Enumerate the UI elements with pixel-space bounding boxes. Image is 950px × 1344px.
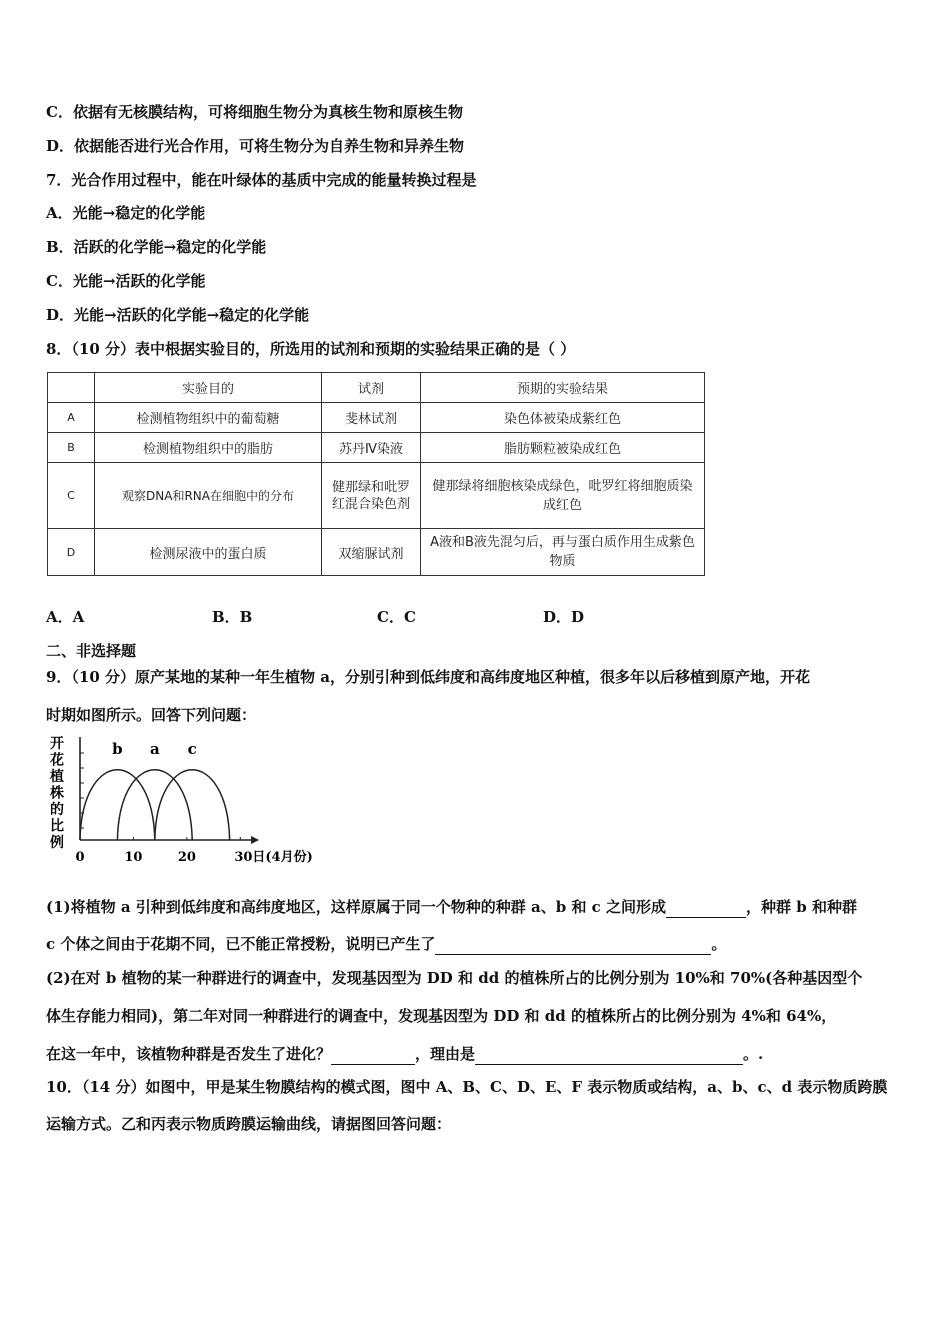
table-cell: 检测尿液中的蛋白质 [95, 529, 322, 576]
q9-p1-text-a: (1)将植物 a 引种到低纬度和高纬度地区，这样原属于同一个物种的种群 a、b 和 c 之间形成 [46, 898, 667, 916]
x-tick-label: 20 [177, 850, 196, 865]
answer-blank-4[interactable] [475, 1042, 743, 1065]
table-cell: 苏丹Ⅳ染液 [322, 433, 421, 463]
q9-part1-line2 [46, 932, 726, 955]
q9-p1-text-c: c 个体之间由于花期不同，已不能正常授粉，说明已产生了 [46, 935, 436, 953]
answer-blank-2[interactable] [435, 932, 711, 955]
table-row [48, 463, 705, 529]
q7-option-d: D．光能→活跃的化学能→稳定的化学能 [46, 306, 310, 324]
answer-blank-1[interactable] [666, 895, 746, 918]
curve-label-b: b [112, 740, 123, 758]
table-row [48, 433, 705, 463]
table-row [48, 529, 705, 576]
q9-stem-line1: 9．（10 分）原产某地的某种一年生植物 a，分别引种到低纬度和高纬度地区种植，很多年以后移植到原产地，开花 [46, 668, 810, 686]
q7-option-c: C．光能→活跃的化学能 [46, 272, 206, 290]
table-cell: 观察DNA和RNA在细胞中的分布 [95, 463, 322, 529]
q9-part2-line1: (2)在对 b 植物的某一种群进行的调查中，发现基因型为 DD 和 dd 的植株所占的比例分别为 10%和 70%(各种基因型个 [46, 969, 863, 987]
y-label-char: 的 [50, 802, 64, 818]
table-cell: 脂肪颗粒被染成红色 [421, 433, 705, 463]
table-cell: 检测植物组织中的葡萄糖 [95, 403, 322, 433]
q9-p2-text-e: 。. [743, 1045, 764, 1063]
curves [80, 740, 230, 840]
table-cell: 斐林试剂 [322, 403, 421, 433]
y-label-char: 植 [50, 769, 64, 785]
q9-part2-line3 [46, 1042, 763, 1065]
table-cell: 健那绿将细胞核染成绿色，吡罗红将细胞质染成红色 [421, 463, 705, 529]
curve-label-a: a [149, 740, 160, 758]
x-tick-label: 0 [75, 850, 85, 865]
q7-option-b: B．活跃的化学能→稳定的化学能 [46, 238, 267, 256]
table-cell: A [48, 403, 95, 433]
table-header-cell: 试剂 [322, 373, 421, 403]
q9-part2-line2: 体生存能力相同)，第二年对同一种群进行的调查中，发现基因型为 DD 和 dd 的植株所占的比例分别为 4%和 64%， [46, 1007, 837, 1025]
q6-option-c: C．依据有无核膜结构，可将细胞生物分为真核生物和原核生物 [46, 103, 463, 121]
table-header-row [48, 373, 705, 403]
table-cell: 检测植物组织中的脂肪 [95, 433, 322, 463]
x-axis-arrow [251, 836, 259, 844]
section-heading: 二、非选择题 [46, 642, 137, 660]
q9-part1-line1 [46, 895, 857, 918]
q7-stem: 7．光合作用过程中，能在叶绿体的基质中完成的能量转换过程是 [46, 171, 477, 189]
q9-p2-text-c: 在这一年中，该植物种群是否发生了进化？ [46, 1045, 332, 1063]
table-row [48, 403, 705, 433]
y-label-char: 开 [50, 736, 64, 752]
q8-option-a: A．A [46, 608, 85, 626]
q9-stem-line2: 时期如图所示。回答下列问题： [46, 706, 257, 724]
y-label-char: 花 [50, 752, 64, 769]
x-axis-ticks [80, 753, 240, 840]
q6-option-d: D．依据能否进行光合作用，可将生物分为自养生物和异养生物 [46, 137, 465, 155]
table-header-cell: 预期的实验结果 [421, 373, 705, 403]
table-cell: C [48, 463, 95, 529]
answer-blank-3[interactable] [331, 1042, 415, 1065]
q10-stem-line2: 运输方式。乙和丙表示物质跨膜运输曲线，请据图回答问题： [46, 1115, 452, 1133]
flowering-chart [46, 733, 313, 868]
table-cell: D [48, 529, 95, 576]
x-tick-label: 30日(4月份) [234, 850, 313, 865]
table-cell: 染色体被染成紫红色 [421, 403, 705, 433]
table-cell: 健那绿和吡罗红混合染色剂 [322, 463, 421, 529]
q8-option-b: B．B [212, 608, 253, 626]
q9-p1-text-b: ，种群 b 和种群 [746, 898, 857, 916]
q9-p2-text-d: ，理由是 [415, 1045, 476, 1063]
experiment-table [47, 372, 705, 576]
x-tick-label: 10 [124, 850, 143, 865]
table-cell: A液和B液先混匀后，再与蛋白质作用生成紫色物质 [421, 529, 705, 576]
table-header-cell: 实验目的 [95, 373, 322, 403]
q9-p1-text-d: 。 [711, 935, 727, 953]
q10-stem-line1: 10．（14 分）如图中，甲是某生物膜结构的模式图，图中 A、B、C、D、E、F 表示物质或结构，a、b、c、d 表示物质跨膜 [46, 1078, 888, 1096]
q8-stem: 8．（10 分）表中根据实验目的，所选用的试剂和预期的实验结果正确的是（ ） [46, 340, 576, 358]
table-header-cell [48, 373, 95, 403]
q7-option-a: A．光能→稳定的化学能 [46, 204, 206, 222]
y-label-char: 例 [50, 835, 64, 851]
q8-option-c: C．C [377, 608, 416, 626]
table-cell: B [48, 433, 95, 463]
x-tick-labels [75, 849, 312, 865]
y-label-char: 比 [50, 818, 64, 835]
curve-label-c: c [187, 740, 197, 758]
y-axis-label [49, 736, 64, 851]
q8-option-d: D．D [543, 608, 585, 626]
table-cell: 双缩脲试剂 [322, 529, 421, 576]
y-label-char: 株 [50, 785, 64, 802]
